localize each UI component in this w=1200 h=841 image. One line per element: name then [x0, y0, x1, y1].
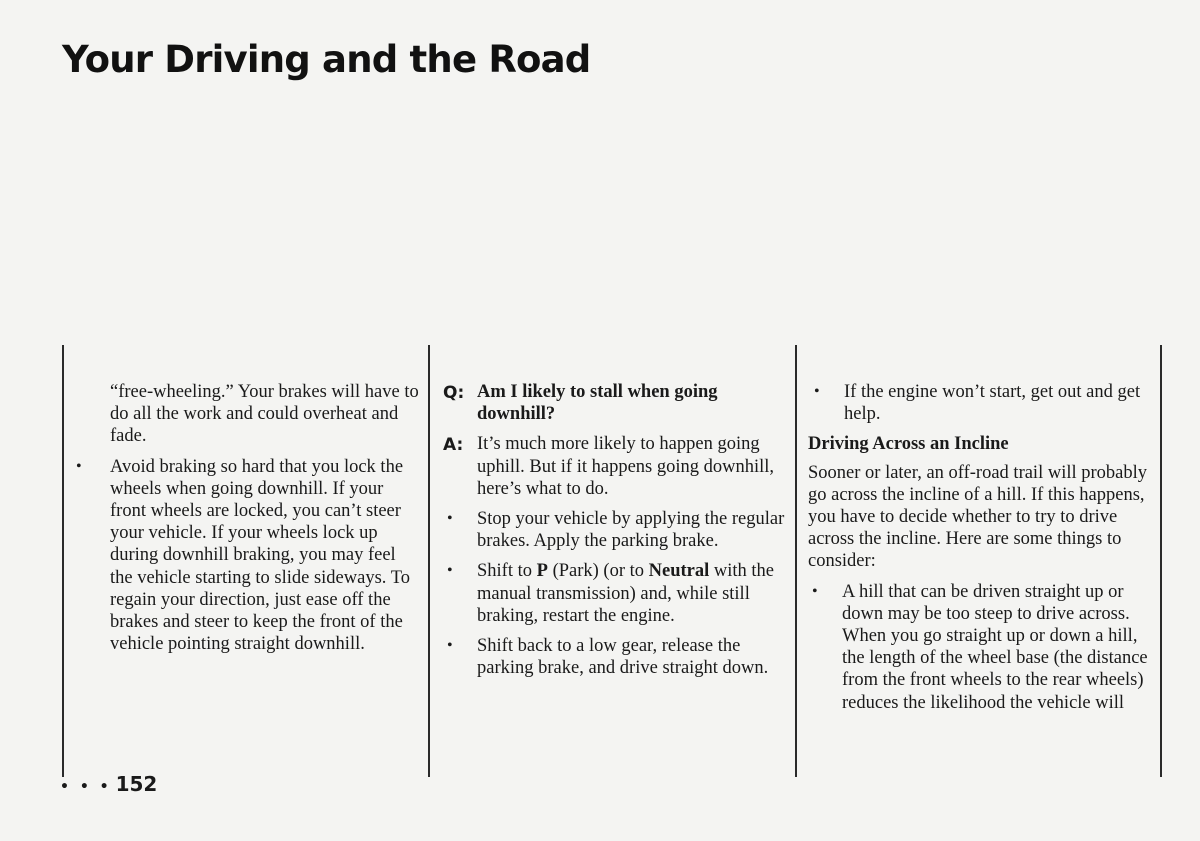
section-paragraph: Sooner or later, an off-road trail will probably go across the incline of a hill. If this happens, you have to decide whether to try to drive across the incline. Here are some things to consider: [808, 462, 1148, 572]
bullet-item [76, 456, 420, 656]
bullet-icon: • [447, 562, 453, 580]
bullet-text: A hill that can be driven straight up or down may be too steep to drive across. When you go straight up or down a hill, the length of the wheel base (the distance from the front wheels to the rear wheels) reduces the likelihood the vehicle will [842, 581, 1148, 713]
gear-neutral-label: Neutral [648, 561, 710, 582]
answer-label: A: [443, 435, 464, 456]
page-dots: • • • [60, 779, 112, 795]
column-rule-left [62, 345, 64, 777]
bullet-icon: • [76, 457, 82, 475]
question-row [443, 381, 789, 425]
bullet-text: Shift back to a low gear, release the parking brake, and drive straight down. [477, 636, 769, 679]
bullet-item [808, 381, 1158, 425]
answer-text: It’s much more likely to happen going uphill. But if it happens going downhill, here’s what to do. [477, 434, 775, 499]
bullet-item [808, 581, 1158, 714]
bullet-text: Shift to P (Park) (or to Neutral with the manual transmission) and, while still braking, restart the engine. [477, 561, 775, 626]
right-column [808, 381, 1158, 714]
bullet-item [447, 635, 789, 679]
bullet-item [447, 560, 789, 627]
bullet-icon: • [447, 637, 453, 655]
bullet-text: Avoid braking so hard that you lock the wheels when going downhill. If your front wheels are locked, you can’t steer your vehicle. If your wheels lock up during downhill braking, you may feel the vehicle starting to slide sideways. To regain your direction, just ease off the brakes and steer to keep the front of the vehicle pointing straight downhill. [110, 456, 410, 655]
continuation-paragraph: “free-wheeling.” Your brakes will have to do all the work and could overheat and fade. [110, 382, 419, 447]
left-column [76, 381, 420, 655]
column-rule-right [795, 345, 797, 777]
bullet-icon: • [814, 383, 820, 400]
page-footer [60, 772, 157, 796]
bullet-text: Stop your vehicle by applying the regular brakes. Apply the parking brake. [477, 509, 785, 552]
bullet-icon: • [812, 582, 818, 600]
question-text: Am I likely to stall when going downhill? [477, 382, 718, 425]
gear-p-label: P [536, 561, 548, 582]
page-number: 152 [115, 772, 158, 796]
bullet-text: If the engine won’t start, get out and get help. [844, 382, 1141, 425]
middle-column [443, 381, 789, 679]
question-label: Q: [443, 383, 465, 403]
answer-row [443, 433, 789, 500]
bullet-item [447, 508, 789, 552]
bullet-icon: • [447, 510, 453, 528]
column-rule-middle [428, 345, 430, 777]
column-rule-far-right [1160, 345, 1162, 777]
section-heading: Driving Across an Incline [808, 434, 1009, 455]
page-title: Your Driving and the Road [62, 38, 591, 81]
